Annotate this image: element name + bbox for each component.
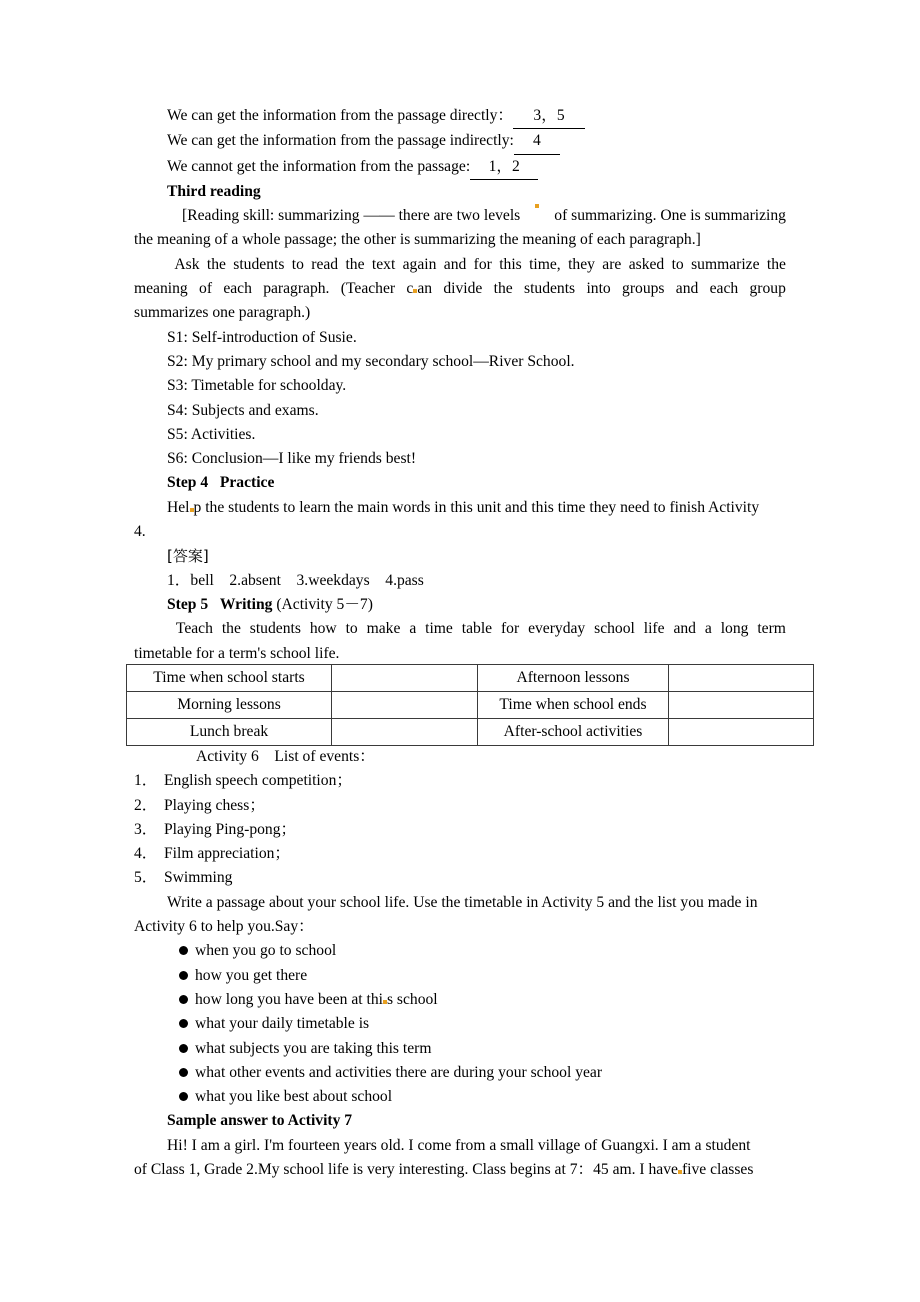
w: group [749, 280, 786, 298]
w: school [594, 620, 635, 638]
document-text-column [134, 104, 786, 666]
w: read [311, 255, 339, 273]
answer-blank-indirect[interactable]: 4 [514, 129, 560, 154]
list-item [134, 939, 786, 963]
w: time, [529, 255, 561, 273]
w: divide [443, 280, 483, 298]
step4-answer-items: 1．bell 2.absent 3.weekdays 4.pass [167, 571, 424, 589]
w: make [366, 620, 401, 638]
indent-spacer [134, 253, 167, 277]
w: students [524, 280, 576, 298]
activity6-item-5-number: 5． [134, 869, 158, 887]
w: the [493, 280, 513, 298]
reading-skill-note-line1 [134, 204, 786, 228]
sample-answer-line1: Hi! I am a girl. I'm fourteen years old. I come from a small village of Guangxi. I am a student [167, 1136, 751, 1154]
w: and [673, 620, 696, 638]
activity7-bullet-1: when you go to school [195, 942, 337, 960]
activity7-prompt-line1: Write a passage about your school life. Use the timetable in Activity 5 and the list you made in [167, 893, 758, 911]
w: Teach [175, 620, 213, 638]
activity7-bullet-3-b: s school [386, 990, 438, 1008]
activity6-item-4-text: Film appreciation； [164, 845, 291, 863]
w: everyday [528, 620, 586, 638]
list-item [134, 794, 786, 818]
step4-heading [134, 471, 786, 495]
answer-line-indirect-text: We can get the information from the passage indirectly: [167, 132, 514, 150]
w: are [602, 255, 622, 273]
reading-skill-note-line1-a: [Reading skill: summarizing —— there are two levels [182, 207, 521, 225]
list-item [134, 964, 786, 988]
sample-answer-line2-a: of Class 1, Grade 2.My school life is very interesting. Class begins at 7：45 am. I have [134, 1161, 678, 1179]
w: how [309, 620, 337, 638]
activity7-bullet-5: what subjects you are taking this term [195, 1039, 432, 1057]
table-row [127, 665, 814, 692]
w: each [709, 280, 739, 298]
w: meaning [134, 280, 188, 298]
indent-spacer [134, 204, 167, 228]
answer-line-direct-text: We can get the information from the passage directly： [167, 107, 514, 124]
timetable-label-lunch-break: Lunch break [127, 719, 332, 746]
activity7-bullet-4: what your daily timetable is [195, 1015, 370, 1033]
timetable-value-lunch-break[interactable] [332, 719, 478, 746]
activity6-heading: Activity 6 List of events： [196, 748, 375, 765]
step5-title: Writing [219, 595, 273, 613]
list-item [134, 818, 786, 842]
timetable-label-school-ends: Time when school ends [478, 692, 669, 719]
indent-spacer [134, 617, 167, 641]
w: long [720, 620, 749, 638]
w: to [291, 255, 304, 273]
step4-body-a: Hel [167, 498, 190, 516]
w: each [223, 280, 252, 298]
summary-item-s6: S6: Conclusion—I like my friends best! [167, 450, 417, 468]
step5-title-suffix: (Activity 5－7) [276, 595, 373, 613]
w: groups [622, 280, 665, 298]
activity7-bullet-2: how you get there [195, 966, 308, 984]
w: to [345, 620, 358, 638]
activity6-item-1-text: English speech competition； [164, 772, 352, 790]
w: the [221, 620, 241, 638]
activity6-item-2-text: Playing chess； [164, 796, 265, 814]
spell-error-mark-icon [535, 204, 539, 208]
w: of [199, 280, 213, 298]
summary-item-s3: S3: Timetable for schoolday. [167, 377, 347, 395]
step4-body-line2: 4. [134, 523, 146, 541]
activity7-bullet-7: what you like best about school [195, 1088, 393, 1106]
timetable-value-after-school-activities[interactable] [669, 719, 814, 746]
bullet-icon [179, 995, 188, 1004]
reading-skill-note-line1-b: of summarizing. One is summarizing [554, 207, 786, 225]
spell-error-mark-icon [413, 289, 417, 293]
answer-line-cannot [134, 155, 786, 180]
w: the [206, 255, 226, 273]
step4-body-b: p the students to learn the main words in this unit and this time they need to finish Activity [193, 498, 760, 516]
list-item [134, 1061, 786, 1085]
answer-blank-cannot[interactable]: 1，2 [470, 155, 538, 180]
w-error: c an [406, 280, 433, 298]
w: (Teacher [340, 280, 396, 298]
bullet-icon [179, 1019, 188, 1028]
school-timetable [126, 664, 814, 746]
timetable-value-afternoon-lessons[interactable] [669, 665, 814, 692]
bullet-icon [179, 1044, 188, 1053]
summary-item-s2: S2: My primary school and my secondary school—River School. [167, 352, 575, 370]
answer-blank-direct[interactable]: 3，5 [513, 104, 585, 129]
w: a [409, 620, 417, 638]
w: this [499, 255, 522, 273]
bullet-icon [179, 946, 188, 955]
list-item [134, 842, 786, 866]
bullet-icon [179, 1068, 188, 1077]
w: students [249, 620, 301, 638]
summary-item-s5: S5: Activities. [167, 425, 256, 443]
table-row [127, 719, 814, 746]
w: for [473, 255, 492, 273]
step5-heading [134, 593, 786, 617]
activity6-item-3-number: 3． [134, 820, 158, 838]
w: a [704, 620, 712, 638]
step4-answer-tag: [答案] [167, 547, 209, 566]
activity6-item-5-text: Swimming [164, 869, 233, 887]
w: the [345, 255, 365, 273]
third-reading-heading: Third reading [167, 182, 261, 200]
sample-answer-heading: Sample answer to Activity 7 [167, 1112, 353, 1130]
w: table [461, 620, 493, 638]
w: and [675, 280, 699, 298]
table-row [127, 692, 814, 719]
activity7-prompt-line2: Activity 6 to help you.Say： [134, 918, 314, 936]
w: into [586, 280, 611, 298]
step4-title: Practice [219, 474, 275, 492]
bullet-icon [179, 971, 188, 980]
w: life [643, 620, 665, 638]
w: Ask [174, 255, 200, 273]
list-item [134, 1085, 786, 1109]
step5-body-line2: timetable for a term's school life. [134, 644, 340, 662]
activity6-item-4-number: 4． [134, 845, 158, 863]
timetable-value-school-starts[interactable] [332, 665, 478, 692]
list-item [134, 1037, 786, 1061]
list-item [134, 769, 786, 793]
step5-body-line1 [134, 617, 786, 641]
w: time [425, 620, 453, 638]
answer-line-indirect [134, 129, 786, 154]
timetable-value-morning-lessons[interactable] [332, 692, 478, 719]
answer-line-cannot-text: We cannot get the information from the passage: [167, 157, 471, 175]
w: and [443, 255, 467, 273]
ask-students-line3: summarizes one paragraph.) [134, 304, 311, 322]
w: asked [628, 255, 665, 273]
w: again [402, 255, 437, 273]
timetable-value-school-ends[interactable] [669, 692, 814, 719]
w: paragraph. [263, 280, 330, 298]
w: to [671, 255, 684, 273]
list-item [134, 988, 786, 1012]
w: they [568, 255, 595, 273]
timetable-label-afternoon-lessons: Afternoon lessons [478, 665, 669, 692]
activity7-bullet-6: what other events and activities there are during your school year [195, 1063, 603, 1081]
timetable-label-morning-lessons: Morning lessons [127, 692, 332, 719]
activity6-item-3-text: Playing Ping-pong； [164, 820, 297, 838]
ask-students-line2 [134, 277, 786, 301]
list-item [134, 866, 786, 890]
sample-answer-line2-b: five classes [681, 1161, 754, 1179]
list-item [134, 1012, 786, 1036]
step4-body-line1 [134, 496, 786, 520]
w: term [757, 620, 786, 638]
ask-students-line1 [134, 253, 786, 277]
sample-answer-line2 [134, 1158, 786, 1182]
w: text [371, 255, 396, 273]
w: students [233, 255, 285, 273]
timetable-label-after-school-activities: After-school activities [478, 719, 669, 746]
bullet-icon [179, 1092, 188, 1101]
activity6-item-1-number: 1． [134, 772, 158, 790]
w: summarize [691, 255, 760, 273]
step5-label: Step 5 [167, 595, 209, 613]
reading-skill-note-line2: the meaning of a whole passage; the other is summarizing the meaning of each paragraph.] [134, 231, 701, 249]
w: for [500, 620, 520, 638]
activity6-item-2-number: 2． [134, 796, 158, 814]
timetable-label-school-starts: Time when school starts [127, 665, 332, 692]
activity7-bullet-3-a: how long you have been at thi [195, 990, 383, 1008]
w: the [766, 255, 786, 273]
activity6-section [134, 745, 786, 1182]
answer-line-direct [134, 104, 786, 129]
summary-item-s4: S4: Subjects and exams. [167, 401, 319, 419]
summary-item-s1: S1: Self-introduction of Susie. [167, 328, 357, 346]
step4-label: Step 4 [167, 474, 209, 492]
